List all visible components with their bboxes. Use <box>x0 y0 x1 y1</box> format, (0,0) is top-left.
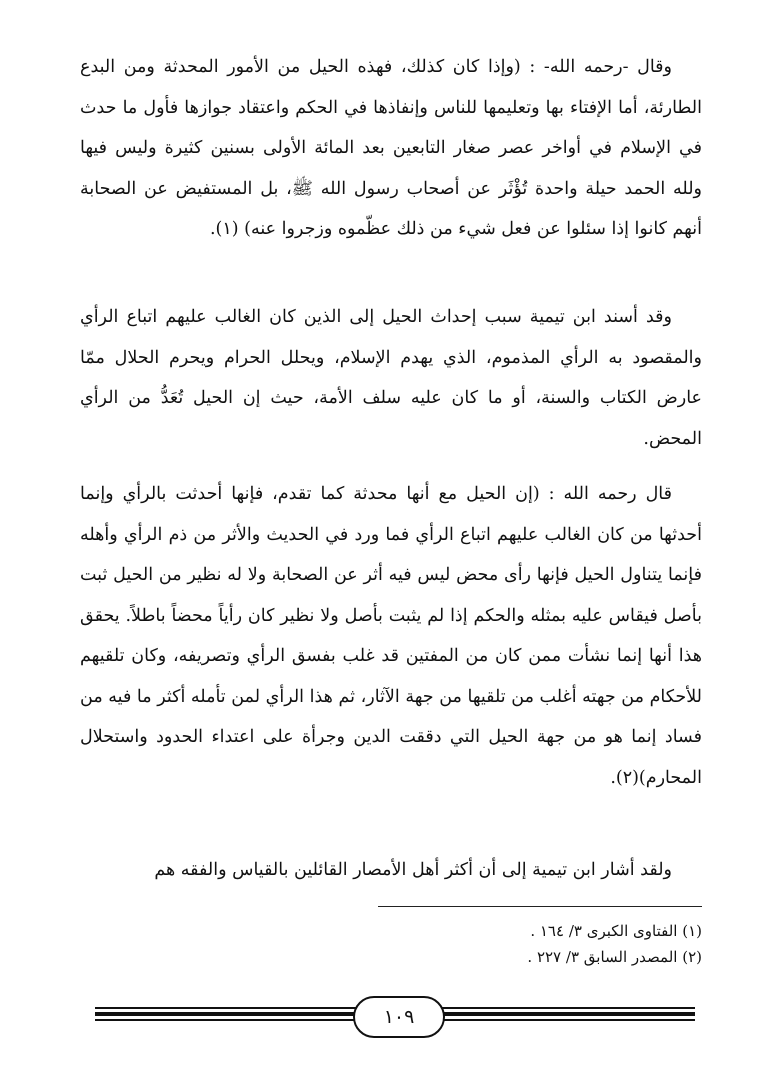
paragraph-quote-ruling <box>80 47 702 250</box>
footnote-2: (٢) المصدر السابق ٣/ ٢٢٧ . <box>527 948 702 966</box>
paragraph-text: ولقد أشار ابن تيمية إلى أن أكثر أهل الأمصار القائلين بالقياس والفقه هم <box>154 860 672 880</box>
paragraph-text: قال رحمه الله : (إن الحيل مع أنها محدثة كما تقدم، فإنها أحدثت بالرأي وإنما أحدثها من كان الغالب عليهم اتباع الرأي فما ورد في الحديث والأثر من ذم الرأي وأهله فإنما يتناول الحيل فإنها رأى محض ليس فيه أثر عن الصحابة ولا له نظير من الحيل ثبت بأصل فيقاس عليه بمثله والحكم إذا لم يثبت بأصل ولا نظير كان رأياً محضاً باطلاً. يحقق هذا أنها إنما نشأت ممن كان من المفتين قد غلب بفسق الرأي وتصريفه، وكان تلقيهم للأحكام من جهته أغلب من تلقيها من جهة الآثار، ثم هذا الرأي لمن تأمله أكثر ما فيه من فساد إنما هو من جهة الحيل التي دققت الدين وجرأة على اعتداء الحدود واستحلال المحارم)(٢). <box>80 484 702 788</box>
footnote-divider <box>378 906 702 907</box>
footnotes <box>80 918 702 970</box>
paragraph-text: وقد أسند ابن تيمية سبب إحداث الحيل إلى الذين كان الغالب عليهم اتباع الرأي والمقصود به الرأي المذموم، الذي يهدم الإسلام، ويحلل الحرام ويحرم الحلال ممّا عارض الكتاب والسنة، أو ما كان عليه سلف الأمة، حيث إن الحيل تُعَدُّ من الرأي المحض. <box>80 307 702 449</box>
footnote-1: (١) الفتاوى الكبرى ٣/ ١٦٤ . <box>530 922 702 940</box>
paragraph-continuation <box>80 850 702 891</box>
paragraph-text: وقال -رحمه الله- : (وإذا كان كذلك، فهذه الحيل من الأمور المحدثة ومن البدع الطارئة، أما الإفتاء بها وتعليمها للناس وإنفاذها في الحكم واعتقاد جوازها فأول ما حدث في الإسلام في أواخر عصر صغار التابعين بعد المائة الأولى بسنين كثيرة وليس فيها ولله الحمد حيلة واحدة تُؤْثَر عن أصحاب رسول الله ﷺ، بل المستفيض عن الصحابة أنهم كانوا إذا سئلوا عن فعل شيء من ذلك عظّموه وزجروا عنه) (١). <box>80 57 702 239</box>
paragraph-quote-opinion <box>80 474 702 798</box>
page-number: ١٠٩ <box>353 996 445 1038</box>
page-footer <box>95 996 695 1040</box>
paragraph-ibn-taymiyyah-cause <box>80 297 702 459</box>
